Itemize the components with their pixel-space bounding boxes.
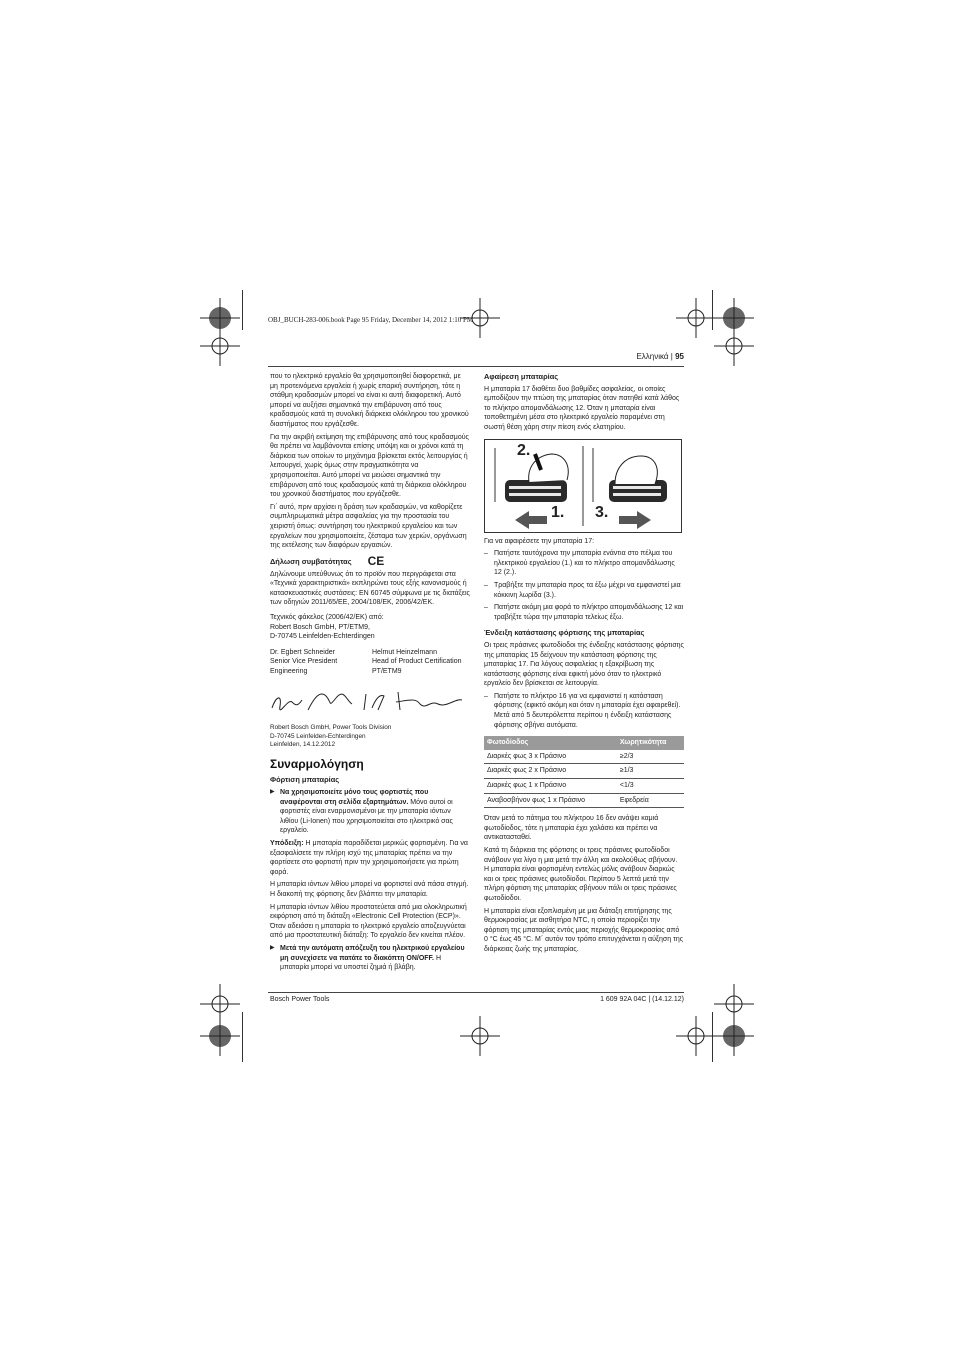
table-row [484, 779, 684, 794]
assembly-heading: Συναρμολόγηση [270, 756, 364, 771]
print-header: OBJ_BUCH-283-006.book Page 95 Friday, December 14, 2012 1:10 PM [268, 316, 474, 324]
crosshair-mark-icon [460, 1016, 500, 1056]
charging-heading: Φόρτιση μπαταρίας [270, 775, 340, 785]
page-language: Ελληνικά [636, 352, 669, 361]
led-paragraph: Κατά τη διάρκεια της φόρτισης οι τρεις πράσινες φωτοδίοδοι ανάβουν για λίγο η μια μετά την άλλη και ακολούθως σβήνουν. Η μπαταρία είναι φορτισμένη εντελώς μόλις ανάβουν διαρκώς και οι τρεις πράσινες φωτοδίοδοι. Περίπου 5 λεπτά μετά την πλήρη φόρτιση της μπαταρίας σβήνουν πάλι οι τρεις πράσινες φωτοδίοδοι. [484, 847, 678, 902]
signatory-title: Head of Product Certification [372, 658, 462, 666]
technical-file: Τεχνικός φάκελος (2006/42/ΕΚ) από: Robert Bosch GmbH, PT/ETM9, D-70745 Leinfelden-Echterdingen [270, 613, 384, 641]
table-cell: Διαρκές φως 3 x Πράσινο [484, 750, 617, 764]
vibration-paragraph: Για την ακριβή εκτίμηση της επιβάρυνσης από τους κραδασμούς θα πρέπει να λαμβάνονται επίσης υπόψη και οι χρόνοι κατά τη διάρκεια των οποίων το μηχάνημα βρίσκεται εκτός λειτουργίας ή λειτουργεί, χωρίς όμως στην πραγματικότητα να χρησιμοποιείται. Αυτό μπορεί να μειώσει σημαντικά την επιβάρυνση από τους κραδασμούς κατά τη διάρκεια ολόκληρου του χρονικού διαστήματος που εργάζεσθε. [270, 433, 469, 499]
registration-mark-icon [714, 1016, 754, 1056]
table-cell: Διαρκές φως 2 x Πράσινο [484, 764, 617, 779]
table-cell: Αναβοσβήνον φως 1 x Πράσινο [484, 793, 617, 808]
table-cell: Διαρκές φως 1 x Πράσινο [484, 779, 617, 794]
charging-paragraph: Η μπαταρία ιόντων λιθίου μπορεί να φορτιστεί ανά πάσα στιγμή. Η διακοπή της φόρτισης δεν βλάπτει την μπαταρία. [270, 881, 469, 898]
charging-bullet: ▶ Μετά την αυτόματη απόζευξη του ηλεκτρικού εργαλείου μη συνεχίσετε να πατάτε το διακόπτη ON/OFF. Η μπαταρία μπορεί να υποστεί ζημιά ή βλάβη. [270, 944, 470, 973]
battery-removal-illustration-icon [485, 440, 681, 532]
step-3-label: 3. [595, 503, 609, 521]
removal-intro: Για να αφαιρέσετε την μπαταρία 17: [484, 537, 595, 545]
table-cell: <1/3 [617, 779, 684, 794]
charging-paragraph: Η μπαταρία ιόντων λιθίου προστατεύεται από μια ολοκληρωτική εκφόρτιση από τη διάταξη «Electronic Cell Protection (ECP)». Όταν αδειάσει η μπαταρία το ηλεκτρικό εργαλείο αποζευγνύεται από μια προστατευτική διάταξη: Το εργαλείο δεν κινείται πλέον. [270, 903, 467, 940]
signatory-title: Engineering [270, 667, 308, 675]
removal-step: – Τραβήξτε την μπαταρία προς τα έξω μέχρι να εμφανιστεί μια κόκκινη λωρίδα (3.). [484, 581, 684, 600]
crop-line [242, 290, 243, 330]
crosshair-mark-icon [200, 326, 240, 366]
signatory-title: PT/ETM9 [372, 667, 402, 675]
indicator-heading: Ένδειξη κατάστασης φόρτισης της μπαταρίας [484, 628, 645, 638]
charging-bullet: ▶ Να χρησιμοποιείτε μόνο τους φορτιστές που αναφέρονται στη σελίδα εξαρτημάτων. Μόνο αυτοί οι φορτιστές είναι εναρμονισμένοι με την μπαταρία ιόντων λιθίου (Li-Ionen) που χρησιμοποιείται στο ηλεκτρικό σας εργαλείο. [270, 788, 470, 836]
table-row [484, 750, 684, 764]
removal-step: – Πατήστε ταυτόχρονα την μπαταρία ενάντια στο πέλμα του ηλεκτρικού εργαλείου (1.) και το πλήκτρο απομανδάλωσης 12 (2.). [484, 549, 684, 578]
table-cell: Εφεδρεία [617, 793, 684, 808]
handwritten-signature-icon [270, 686, 470, 716]
crosshair-mark-icon [676, 1016, 716, 1056]
led-capacity-table [484, 736, 684, 808]
conformity-text: Δηλώνουμε υπεύθυνως ότι το προϊόν που περιγράφεται στα «Τεχνικά χαρακτηριστικά» εκπληρώνει τους εξής κανονισμούς ή κατασκευαστικές συστάσεις: EN 60745 σύμφωνα με τις διατάξεις των οδηγιών 2011/65/ΕE, 2004/108/ΕΚ, 2006/42/ΕΚ. [270, 570, 470, 607]
table-header: Φωτοδίοδος [484, 736, 617, 750]
page-number: 95 [675, 352, 684, 361]
ce-mark-icon: CE [367, 553, 385, 568]
footer-brand: Bosch Power Tools [270, 996, 330, 1003]
signatory-name: Dr. Egbert Schneider [270, 648, 335, 656]
footer-doc-id: 1 609 92A 04C | (14.12.12) [600, 996, 684, 1003]
signatories [270, 648, 470, 677]
crosshair-mark-icon [676, 298, 716, 338]
signatory-name: Helmut Heinzelmann [372, 648, 437, 656]
indicator-step: – Πατήστε το πλήκτρο 16 για να εμφανιστεί η κατάσταση φόρτισης (εφικτό ακόμη και όταν η μπαταρία έχει αφαιρεθεί). Μετά από 5 δευτερόλεπτα περίπου η ένδειξη κατάστασης φόρτισης σβήνει αυτόματα. [484, 692, 684, 730]
step-2-label: 2. [517, 441, 531, 459]
crosshair-mark-icon [714, 326, 754, 366]
vibration-paragraph: Γι΄ αυτό, πριν αρχίσει η δράση των κραδασμών, να καθορίζετε συμπληρωματικά μέτρα ασφαλείας για την προστασία του χειριστή όπως: συντήρηση του ηλεκτρικού εργαλείου και των εργαλείων που χρησιμοποιείτε, ζέσταμα των χεριών, οργάνωση της εκτέλεσης των διαφόρων εργασιών. [270, 503, 467, 550]
header-rule [268, 366, 684, 367]
table-header-row [484, 736, 684, 750]
removal-step: – Πατήστε ακόμη μια φορά το πλήκτρο απομανδάλωσης 12 και τραβήξτε τώρα την μπαταρία τελείως έξω. [484, 603, 684, 622]
note-paragraph: Υπόδειξη: Η μπαταρία παραδίδεται μερικώς φορτισμένη. Για να εξασφαλίσετε την πλήρη ισχύ της μπαταρίας πρέπει να την φορτίσετε στο φορτιστή πριν την χρησιμοποιήσετε για πρώτη φορά. [270, 840, 468, 876]
left-column [270, 372, 470, 976]
table-row [484, 793, 684, 808]
table-row [484, 764, 684, 779]
battery-removal-figure [484, 439, 682, 533]
registration-mark-icon [200, 1016, 240, 1056]
led-paragraph: Όταν μετά το πάτημα του πλήκτρου 16 δεν ανάψει καμιά φωτοδίοδος, τότε η μπαταρία έχει χαλάσει και πρέπει να αντικατασταθεί. [484, 815, 659, 842]
company-address: Robert Bosch GmbH, Power Tools Division D-70745 Leinfelden-Echterdingen Leinfelden, 14.12.2012 [270, 724, 392, 749]
signatory-title: Senior Vice President [270, 658, 338, 666]
table-cell: ≥1/3 [617, 764, 684, 779]
footer-rule [268, 992, 684, 993]
right-column [484, 372, 684, 958]
conformity-heading: Δήλωση συμβατότητας CE [270, 553, 385, 568]
removal-text: Η μπαταρία 17 διαθέτει δυο βαθμίδες ασφαλείας, οι οποίες εμποδίζουν την πτώση της μπαταρίας όταν πατηθεί κατά λάθος το πλήκτρο απομανδάλωσης 12. Όταν η μπαταρία είναι τοποθετημένη μέσα στο ηλεκτρικό εργαλείο παραμένει στη σωστή θέση χάρη στην πίεση ενός ελατηρίου. [484, 385, 680, 431]
crop-line [242, 1012, 243, 1062]
removal-heading: Αφαίρεση μπαταρίας [484, 372, 559, 381]
table-header: Χωρητικότητα [617, 736, 684, 750]
vibration-paragraph: που το ηλεκτρικό εργαλείο θα χρησιμοποιηθεί διαφορετικά, με μη προτεινόμενα εργαλεία ή χωρίς επαρκή συντήρηση, τότε η στάθμη κραδασμών μπορεί να είναι κι αυτή διαφορετική. Αυτό μπορεί να αυξήσει σημαντικά την επιβάρυνση από τους κραδασμούς κατά τη συνολική διάρκεια ολόκληρου του χρονικού διαστήματος που εργάζεσθε. [270, 373, 469, 428]
indicator-text: Οι τρεις πράσινες φωτοδίοδοι της ένδειξης κατάστασης φόρτισης της μπαταρίας 15 δείχνουν την κατάσταση φόρτισης της μπαταρίας 17. Για λόγους ασφαλείας η εξακρίβωση της κατάστασης φόρτισης είναι εφικτή μόνο όταν το ηλεκτρικό εργαλείο δεν βρίσκεται σε λειτουργία. [484, 641, 684, 688]
page-header: Ελληνικά | 95 [636, 352, 684, 361]
table-cell: ≥2/3 [617, 750, 684, 764]
led-paragraph: Η μπαταρία είναι εξοπλισμένη με μια διάταξη επιτήρησης της θερμοκρασίας με αισθητήρα NTC, η οποία περιορίζει την φόρτιση της μπαταρίας εντός μιας περιοχής θερμοκρασίας από 0 °C έως 45 °C. Μ΄ αυτόν τον τρόπο επιτυγχάνεται η αύξηση της διάρκειας ζωής της μπαταρίας. [484, 907, 684, 953]
step-1-label: 1. [551, 503, 565, 521]
